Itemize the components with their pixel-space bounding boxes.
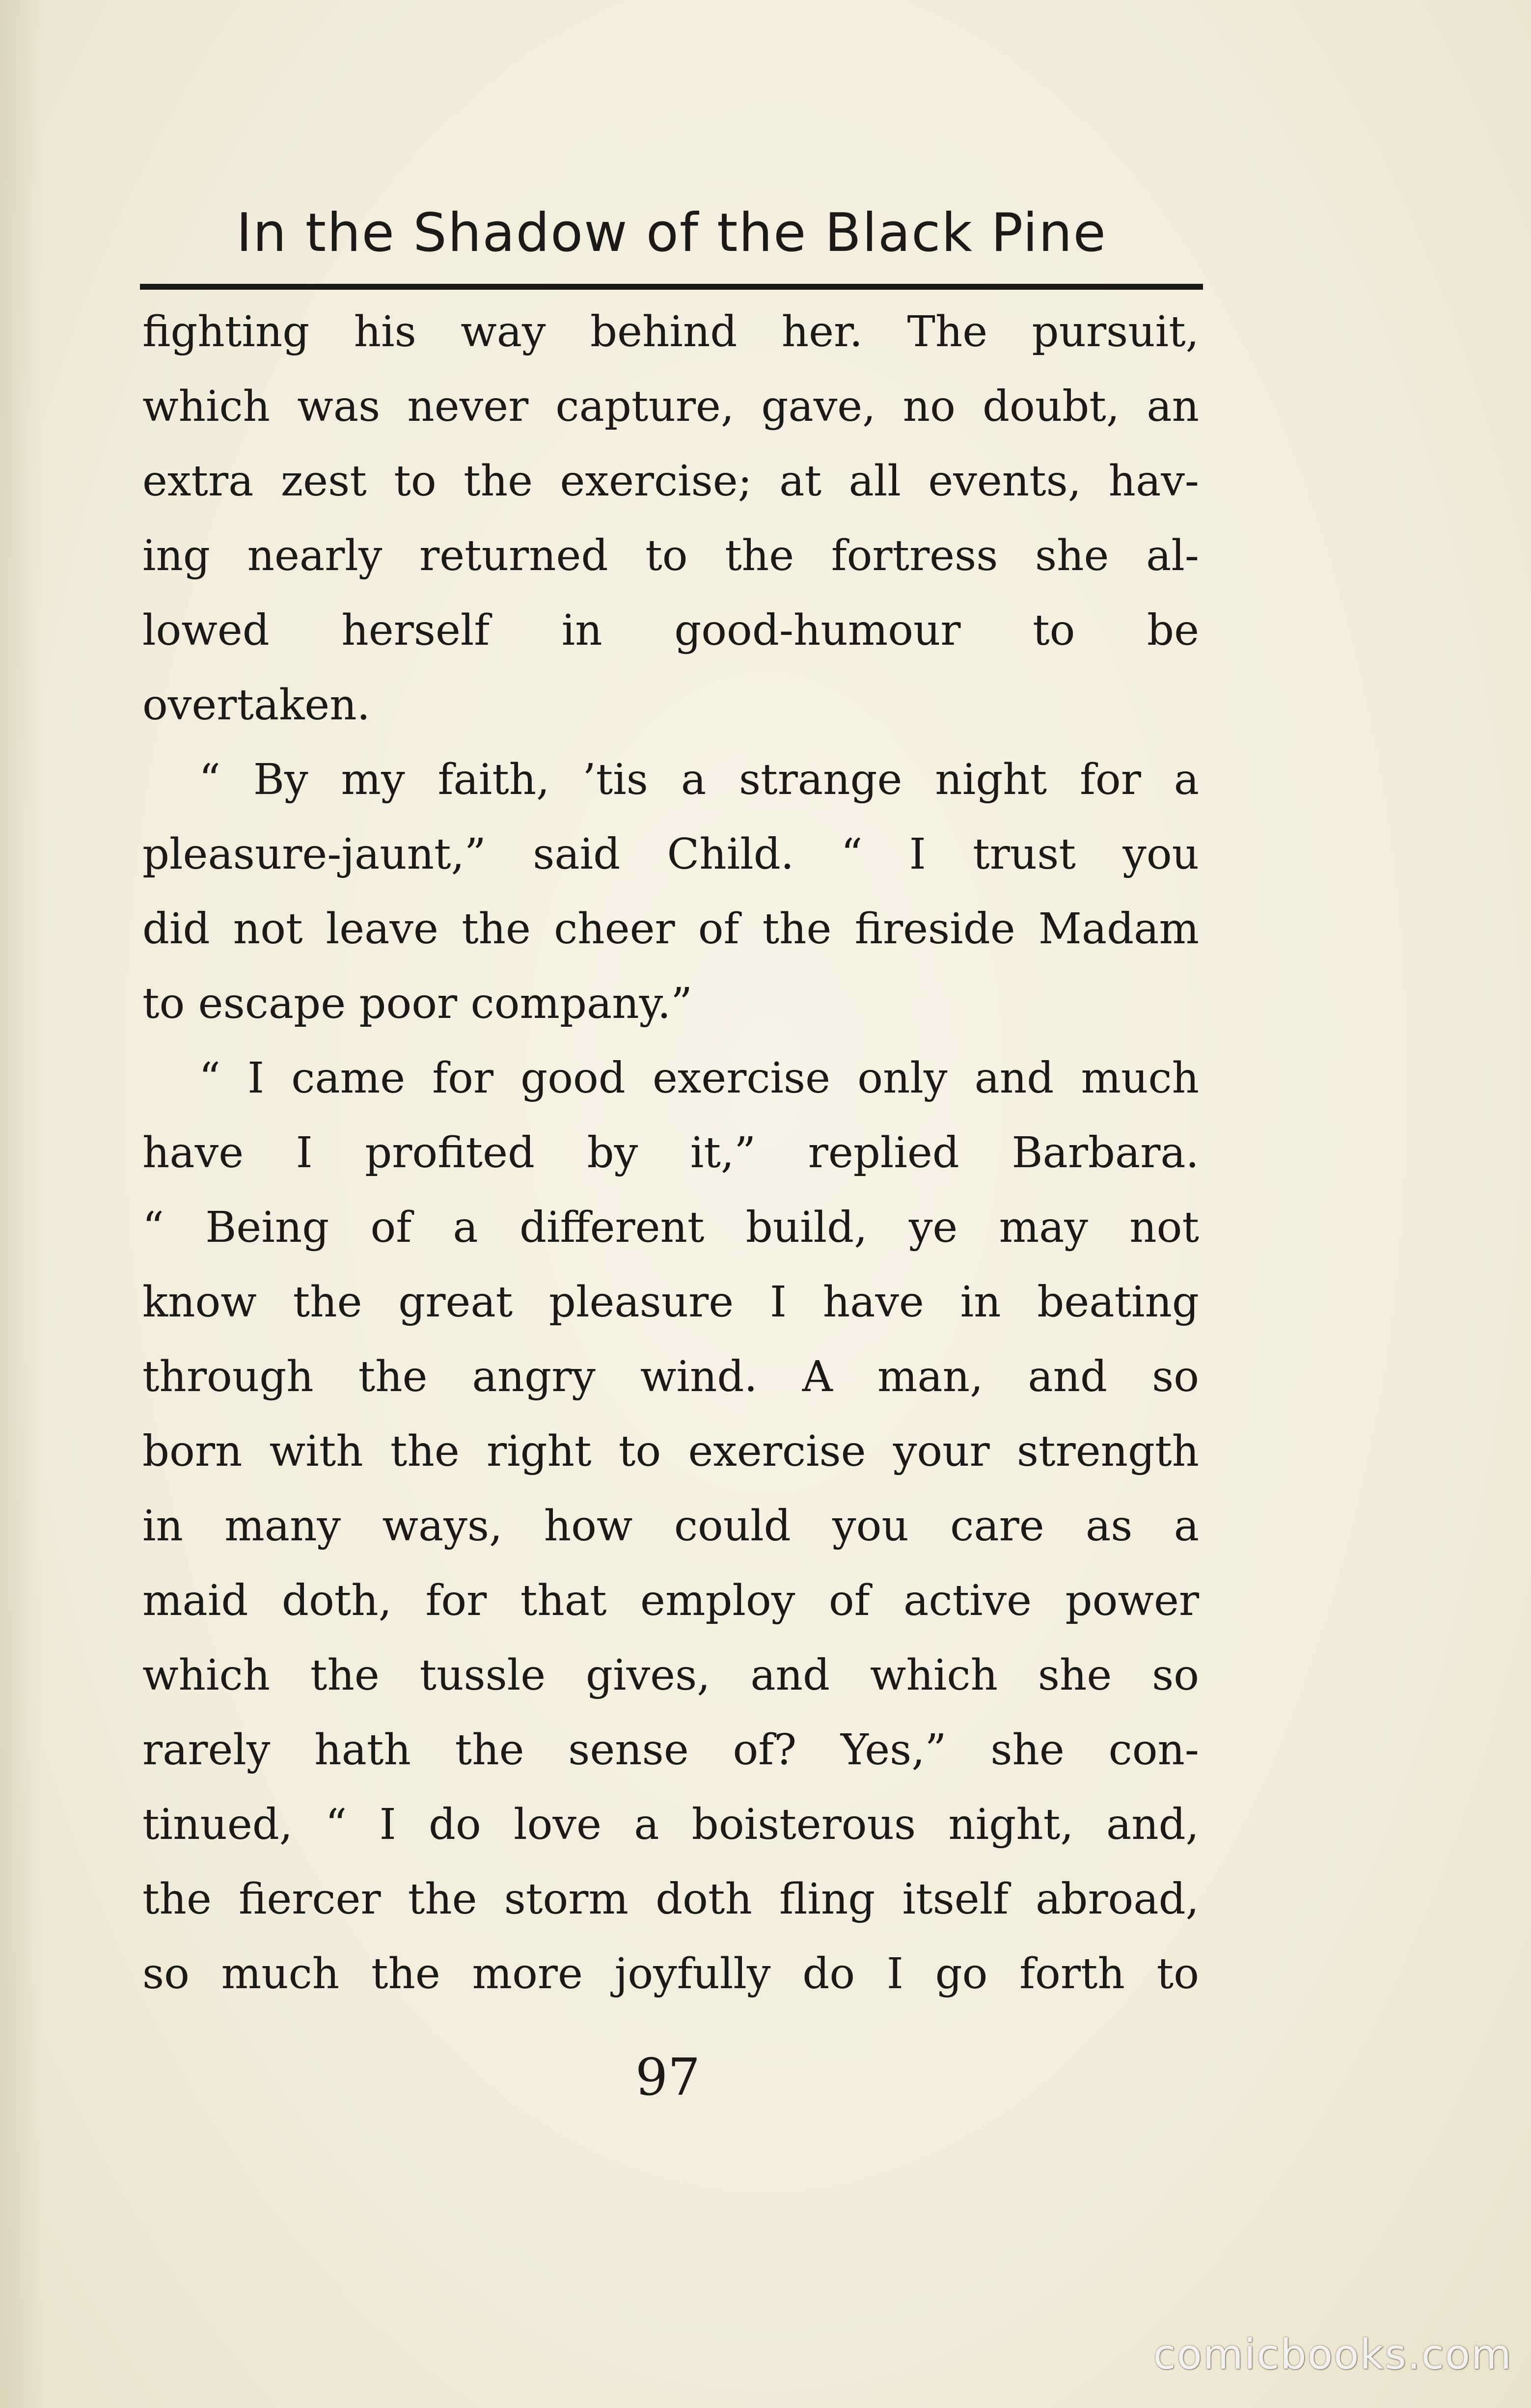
text-line: “ Being of a different build, ye may not [142,1203,1199,1252]
text-line: “ By my faith, ’tis a strange night for a [199,755,1199,804]
page-gutter-shade [0,0,44,2408]
text-line: which was never capture, gave, no doubt, an [142,382,1199,431]
page-number: 97 [635,2047,701,2107]
text-line: “ I came for good exercise only and much [199,1054,1199,1103]
text-line: extra zest to the exercise; at all events, hav- [142,457,1199,506]
text-line: the fiercer the storm doth fling itself abroad, [142,1875,1199,1924]
running-head: In the Shadow of the Black Pine [236,202,1107,264]
text-line: did not leave the cheer of the fireside Madam [142,904,1199,954]
text-line: have I profited by it,” replied Barbara. [142,1128,1199,1177]
watermark: comicbooks.com [1153,2330,1512,2379]
text-line: in many ways, how could you care as a [142,1502,1199,1551]
text-line: through the angry wind. A man, and so [142,1352,1199,1401]
text-line: born with the right to exercise your strength [142,1427,1199,1476]
text-line: to escape poor company.” [142,979,693,1028]
body-text [142,295,1199,2011]
text-line: ing nearly returned to the fortress she al- [142,531,1199,580]
text-line: so much the more joyfully do I go forth to [142,1949,1199,1998]
text-line: tinued, “ I do love a boisterous night, and, [142,1800,1199,1849]
text-line: lowed herself in good-humour to be [142,606,1199,655]
text-line: maid doth, for that employ of active power [142,1576,1199,1625]
text-line: overtaken. [142,681,370,730]
text-line: rarely hath the sense of? Yes,” she con- [142,1725,1199,1775]
text-line: fighting his way behind her. The pursuit, [142,307,1199,356]
text-line: know the great pleasure I have in beating [142,1278,1199,1327]
text-line: pleasure-jaunt,” said Child. “ I trust you [142,830,1199,879]
text-line: which the tussle gives, and which she so [142,1651,1199,1700]
header-rule [140,284,1203,290]
